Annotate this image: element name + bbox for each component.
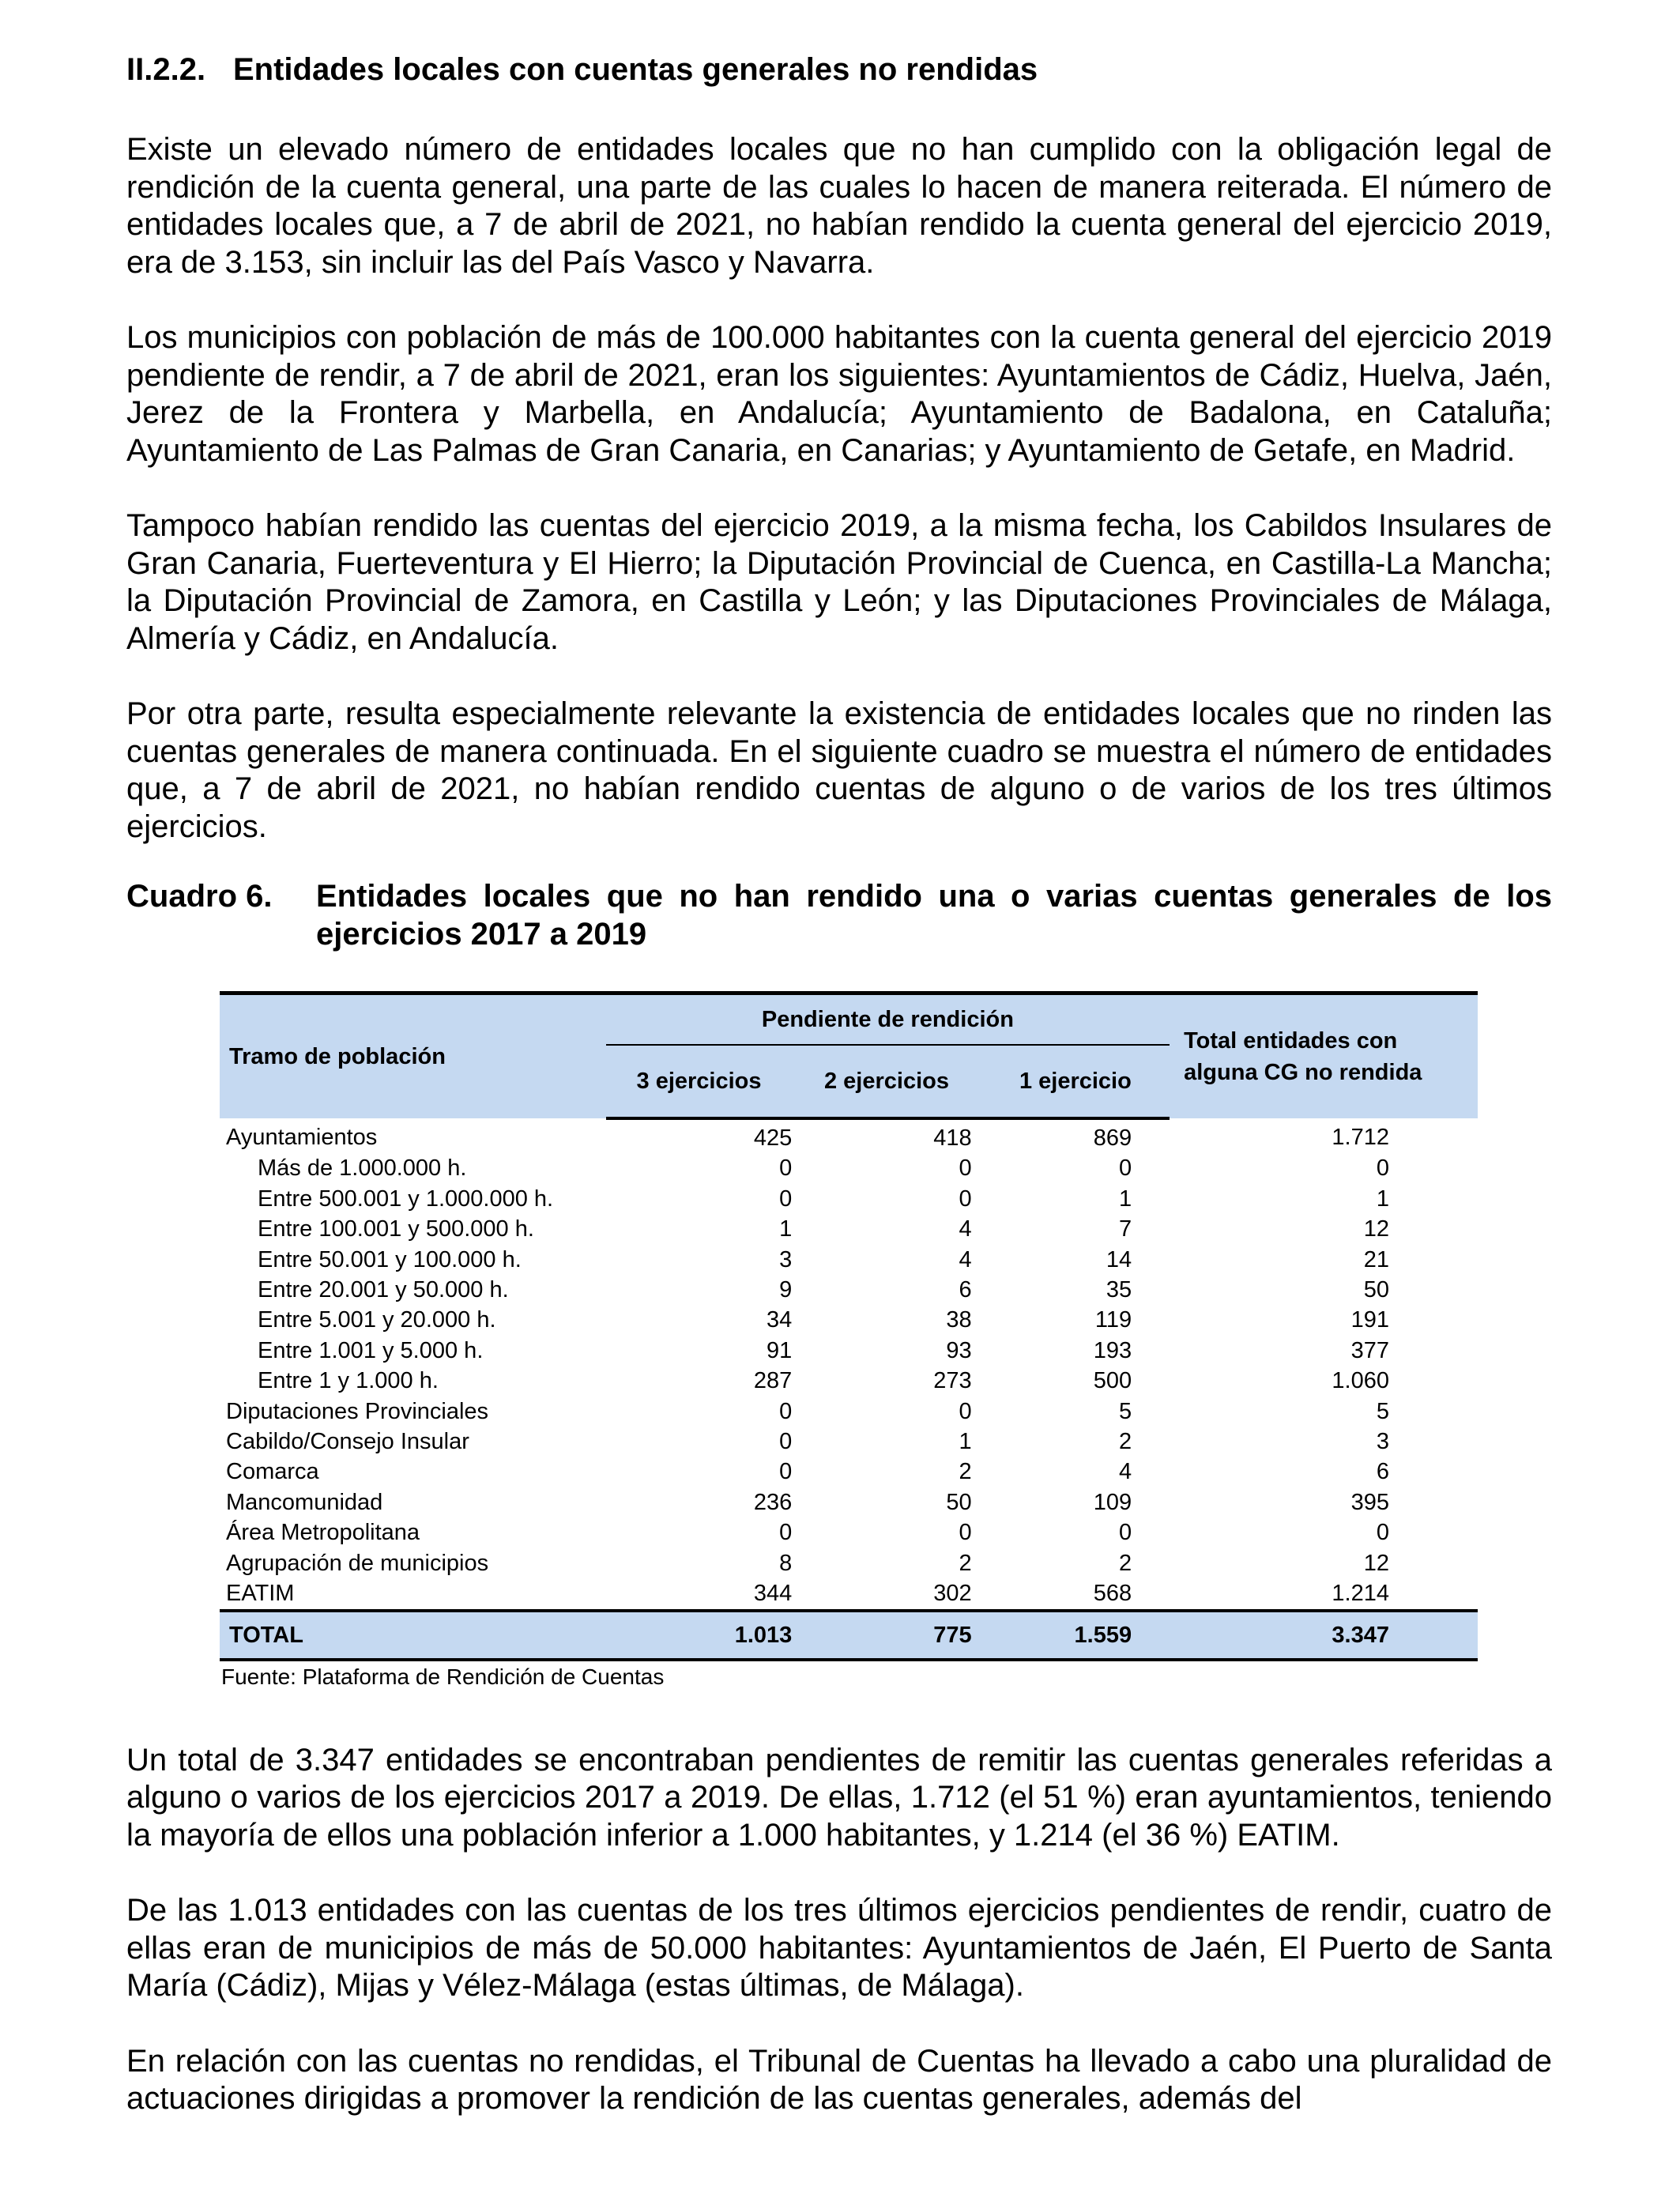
cell-3-ejercicios: 3 — [779, 1246, 793, 1272]
row-label: Entre 1.001 y 5.000 h. — [258, 1337, 484, 1363]
paragraph: En relación con las cuentas no rendidas, el Tribunal de Cuentas ha llevado a cabo una pluralidad de actuaciones dirigidas a promover la rendición de las cuentas generales, además del — [126, 2043, 1552, 2116]
cell-3-ejercicios: 34 — [767, 1307, 793, 1333]
cell-total: 1.712 — [1332, 1125, 1389, 1150]
row-label: Entre 50.001 y 100.000 h. — [258, 1246, 522, 1272]
table-row — [220, 1517, 1478, 1547]
table-container — [220, 991, 1478, 1690]
cell-total: 191 — [1350, 1307, 1389, 1333]
cell-3-ejercicios: 91 — [767, 1337, 793, 1363]
paragraph: Un total de 3.347 entidades se encontraban pendientes de remitir las cuentas generales referidas a alguno o varios de los ejercicios 2017 a 2019. De ellas, 1.712 (el 51 %) eran ayuntamientos, teniendo la mayoría de ellos una población inferior a 1.000 habitantes, y 1.214 (el 36 %) EATIM. — [126, 1742, 1552, 1853]
cell-total: 0 — [1376, 1155, 1389, 1182]
cell-3-ejercicios: 287 — [753, 1368, 793, 1394]
cell-1-ejercicio: 4 — [1118, 1459, 1132, 1485]
table-row — [220, 1214, 1478, 1244]
cell-2-ejercicios: 1 — [959, 1429, 972, 1455]
cell-1-ejercicio: 0 — [1118, 1520, 1132, 1546]
header-3-ejercicios: 3 ejercicios — [606, 1045, 793, 1118]
row-label: Mancomunidad — [226, 1489, 383, 1515]
cell-3-ejercicios: 0 — [779, 1398, 793, 1424]
row-label: Área Metropolitana — [226, 1520, 420, 1546]
row-label: Entre 500.001 y 1.000.000 h. — [258, 1186, 554, 1212]
cell-2-ejercicios: 0 — [959, 1520, 972, 1546]
cell-total: 6 — [1376, 1459, 1389, 1485]
cell-3-ejercicios: 0 — [779, 1186, 793, 1212]
row-label: Cabildo/Consejo Insular — [226, 1429, 469, 1455]
spacer — [126, 1690, 1552, 1742]
cell-2-ejercicios: 6 — [959, 1277, 972, 1303]
section-heading — [126, 46, 1552, 93]
spacer — [126, 93, 1552, 131]
cell-2-ejercicios: 0 — [959, 1398, 972, 1424]
paragraph: Los municipios con población de más de 100.000 habitantes con la cuenta general del ejercicio 2019 pendiente de rendir, a 7 de abril de 2021, eran los siguientes: Ayuntamientos de Cádiz, Huelva, Jaén, Jerez de la Frontera y Marbella, en Andalucía; Ayuntamiento de Badalona, en Cataluña; Ayuntamiento de Las Palmas de Gran Canaria, en Canarias; y Ayuntamiento de Getafe, en Madrid. — [126, 320, 1552, 468]
table-row — [220, 1184, 1478, 1214]
cell-1-ejercicio: 500 — [1093, 1368, 1132, 1394]
table-row — [220, 1457, 1478, 1487]
cell-2-ejercicios: 0 — [959, 1186, 972, 1212]
total-label: TOTAL — [220, 1611, 606, 1660]
cell-2-ejercicios: 2 — [959, 1550, 972, 1576]
row-label: Ayuntamientos — [226, 1125, 378, 1150]
cell-1-ejercicio: 193 — [1093, 1337, 1132, 1363]
data-table — [220, 991, 1478, 1661]
cell-1-ejercicio: 869 — [1093, 1125, 1132, 1151]
section-number: II.2.2. — [126, 52, 206, 87]
cell-3-ejercicios: 344 — [753, 1581, 793, 1607]
cell-1-ejercicio: 35 — [1106, 1277, 1132, 1303]
cell-total: 12 — [1363, 1216, 1389, 1242]
cell-total: 395 — [1350, 1489, 1389, 1515]
table-row — [220, 1118, 1478, 1153]
total-3: 1.013 — [606, 1611, 793, 1660]
row-label: Diputaciones Provinciales — [226, 1398, 489, 1424]
table-row — [220, 1397, 1478, 1427]
cell-1-ejercicio: 2 — [1118, 1550, 1132, 1576]
cell-total: 21 — [1363, 1246, 1389, 1272]
cell-total: 0 — [1376, 1520, 1389, 1546]
row-label: Entre 1 y 1.000 h. — [258, 1368, 439, 1394]
header-tramo: Tramo de población — [220, 993, 606, 1119]
total-2: 775 — [792, 1611, 981, 1660]
paragraph: Existe un elevado número de entidades locales que no han cumplido con la obligación legal de rendición de la cuenta general, una parte de las cuales lo hacen de manera reiterada. El número de entidades locales que, a 7 de abril de 2021, no habían rendido la cuenta general del ejercicio 2019, era de 3.153, sin incluir las del País Vasco y Navarra. — [126, 132, 1552, 280]
table-row — [220, 1336, 1478, 1366]
table-source: Fuente: Plataforma de Rendición de Cuentas — [221, 1664, 665, 1689]
paragraph: Por otra parte, resulta especialmente relevante la existencia de entidades locales que no rinden las cuentas generales de manera continuada. En el siguiente cuadro se muestra el número de entidades que, a 7 de abril de 2021, no habían rendido cuentas de alguno o de varios de los tres últimos ejercicios. — [126, 696, 1552, 844]
table-caption — [126, 877, 1552, 953]
cell-2-ejercicios: 50 — [946, 1489, 972, 1515]
spacer — [126, 469, 1552, 507]
header-2-ejercicios: 2 ejercicios — [792, 1045, 981, 1118]
cell-3-ejercicios: 0 — [779, 1429, 793, 1455]
cell-total: 5 — [1376, 1398, 1389, 1424]
cell-2-ejercicios: 38 — [946, 1307, 972, 1333]
row-label: Entre 5.001 y 20.000 h. — [258, 1307, 496, 1333]
spacer — [126, 846, 1552, 877]
cell-2-ejercicios: 273 — [933, 1368, 972, 1394]
cell-total: 50 — [1363, 1277, 1389, 1303]
spacer — [126, 1854, 1552, 1892]
cell-total: 377 — [1350, 1337, 1389, 1363]
document-page — [126, 46, 1552, 2118]
cell-3-ejercicios: 0 — [779, 1520, 793, 1546]
row-label: Agrupación de municipios — [226, 1550, 489, 1576]
cell-2-ejercicios: 418 — [933, 1125, 972, 1151]
table-row — [220, 1305, 1478, 1335]
caption-text: Entidades locales que no han rendido una o varias cuentas generales de los ejercicios 2017 a 2019 — [316, 879, 1552, 952]
cell-1-ejercicio: 568 — [1093, 1581, 1132, 1607]
cell-total: 1.060 — [1332, 1368, 1389, 1394]
cell-2-ejercicios: 4 — [959, 1246, 972, 1272]
cell-2-ejercicios: 93 — [946, 1337, 972, 1363]
cell-total: 12 — [1363, 1550, 1389, 1576]
row-label: Entre 20.001 y 50.000 h. — [258, 1277, 509, 1303]
paragraph: De las 1.013 entidades con las cuentas de los tres últimos ejercicios pendientes de rendir, cuatro de ellas eran de municipios de más de 50.000 habitantes: Ayuntamientos de Jaén, El Puerto de Santa María (Cádiz), Mijas y Vélez-Málaga (estas últimas, de Málaga). — [126, 1893, 1552, 2003]
cell-3-ejercicios: 0 — [779, 1155, 793, 1182]
row-label: Entre 100.001 y 500.000 h. — [258, 1216, 534, 1242]
table-row — [220, 1427, 1478, 1457]
spacer — [126, 2005, 1552, 2043]
cell-1-ejercicio: 14 — [1106, 1246, 1132, 1272]
table-row — [220, 1548, 1478, 1578]
cell-3-ejercicios: 236 — [753, 1489, 793, 1515]
cell-total: 1.214 — [1332, 1581, 1389, 1607]
table-row — [220, 1153, 1478, 1183]
paragraph: Tampoco habían rendido las cuentas del ejercicio 2019, a la misma fecha, los Cabildos Insulares de Gran Canaria, Fuerteventura y El Hierro; la Diputación Provincial de Cuenca, en Castilla-La Mancha; la Diputación Provincial de Zamora, en Castilla y León; y las Diputaciones Provinciales de Málaga, Almería y Cádiz, en Andalucía. — [126, 508, 1552, 656]
table-row — [220, 1578, 1478, 1610]
cell-1-ejercicio: 1 — [1118, 1186, 1132, 1212]
cell-3-ejercicios: 9 — [779, 1277, 793, 1303]
table-row — [220, 1275, 1478, 1305]
table-body — [220, 1118, 1478, 1611]
cell-3-ejercicios: 1 — [779, 1216, 793, 1242]
cell-1-ejercicio: 7 — [1118, 1216, 1132, 1242]
cell-1-ejercicio: 109 — [1093, 1489, 1132, 1515]
row-label: Comarca — [226, 1459, 319, 1485]
cell-3-ejercicios: 0 — [779, 1459, 793, 1485]
table-row — [220, 1366, 1478, 1396]
cell-1-ejercicio: 5 — [1118, 1398, 1132, 1424]
cell-1-ejercicio: 119 — [1094, 1307, 1132, 1333]
spacer — [126, 281, 1552, 319]
cell-3-ejercicios: 425 — [753, 1125, 793, 1151]
cell-2-ejercicios: 302 — [933, 1581, 972, 1607]
cell-2-ejercicios: 0 — [959, 1155, 972, 1182]
row-label: EATIM — [226, 1581, 295, 1607]
spacer — [126, 658, 1552, 696]
total-total: 3.347 — [1170, 1611, 1478, 1660]
total-row — [220, 1611, 1478, 1660]
table-row — [220, 1245, 1478, 1275]
cell-total: 3 — [1376, 1429, 1389, 1455]
header-pendiente: Pendiente de rendición — [606, 993, 1170, 1046]
row-label: Más de 1.000.000 h. — [258, 1155, 467, 1182]
cell-total: 1 — [1376, 1186, 1389, 1212]
section-title: Entidades locales con cuentas generales no rendidas — [233, 52, 1038, 87]
table-row — [220, 1487, 1478, 1517]
total-1: 1.559 — [981, 1611, 1170, 1660]
header-total: Total entidades con alguna CG no rendida — [1170, 993, 1478, 1119]
cell-2-ejercicios: 4 — [959, 1216, 972, 1242]
cell-1-ejercicio: 0 — [1118, 1155, 1132, 1182]
caption-label: Cuadro 6. — [126, 879, 273, 914]
cell-2-ejercicios: 2 — [959, 1459, 972, 1485]
header-1-ejercicio: 1 ejercicio — [981, 1045, 1170, 1118]
cell-3-ejercicios: 8 — [779, 1550, 793, 1576]
cell-1-ejercicio: 2 — [1118, 1429, 1132, 1455]
